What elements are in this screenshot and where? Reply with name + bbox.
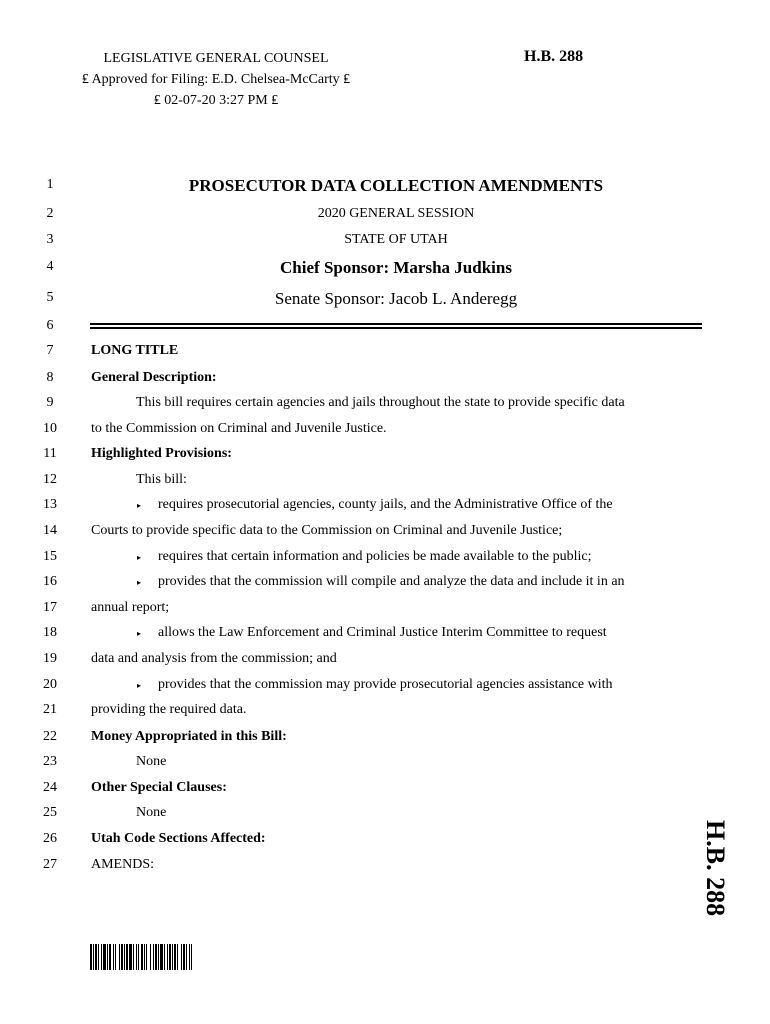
line-number: 26 bbox=[43, 831, 57, 846]
provision-text: provides that the commission will compile and analyze the data and include it in an bbox=[158, 574, 625, 589]
line-number: 6 bbox=[46, 318, 54, 333]
side-bill-number: H.B. 288 bbox=[701, 820, 730, 917]
line-number: 19 bbox=[43, 651, 57, 666]
bullet-icon: ▸ bbox=[137, 629, 142, 638]
line-number: 1 bbox=[46, 177, 54, 192]
highlighted-provisions-heading: Highlighted Provisions: bbox=[91, 446, 232, 461]
provision-text: allows the Law Enforcement and Criminal Justice Interim Committee to request bbox=[158, 625, 607, 640]
line-number: 5 bbox=[46, 290, 54, 305]
bullet-icon: ▸ bbox=[137, 681, 142, 690]
approval-line: ₤ Approved for Filing: E.D. Chelsea-McCarty ₤ bbox=[81, 72, 351, 87]
money-appropriated-value: None bbox=[136, 754, 167, 769]
line-number: 18 bbox=[43, 625, 57, 640]
provision-text: Courts to provide specific data to the Commission on Criminal and Juvenile Justice; bbox=[91, 523, 563, 538]
provision-text: requires that certain information and policies be made available to the public; bbox=[158, 549, 592, 564]
title-rule-bottom bbox=[90, 327, 702, 329]
line-number: 3 bbox=[46, 232, 54, 247]
line-number: 4 bbox=[46, 259, 54, 274]
line-number: 14 bbox=[43, 523, 57, 538]
line-number: 16 bbox=[43, 574, 57, 589]
money-appropriated-heading: Money Appropriated in this Bill: bbox=[91, 729, 287, 744]
session-line: 2020 GENERAL SESSION bbox=[317, 206, 475, 221]
line-number: 27 bbox=[43, 857, 57, 872]
line-number: 12 bbox=[43, 472, 57, 487]
general-description-heading: General Description: bbox=[91, 370, 217, 385]
amends-label: AMENDS: bbox=[91, 857, 155, 872]
provision-text: annual report; bbox=[91, 600, 170, 615]
chief-sponsor: Chief Sponsor: Marsha Judkins bbox=[280, 258, 512, 277]
line-number: 2 bbox=[46, 206, 54, 221]
provision-text: provides that the commission may provide prosecutorial agencies assistance with bbox=[158, 677, 613, 692]
title-rule-top bbox=[90, 323, 702, 325]
bill-title: PROSECUTOR DATA COLLECTION AMENDMENTS bbox=[188, 176, 604, 195]
provision-text: requires prosecutorial agencies, county jails, and the Administrative Office of the bbox=[158, 497, 613, 512]
code-sections-heading: Utah Code Sections Affected: bbox=[91, 831, 266, 846]
provision-text: data and analysis from the commission; and bbox=[91, 651, 337, 666]
line-number: 23 bbox=[43, 754, 57, 769]
this-bill-text: This bill: bbox=[136, 472, 187, 487]
bill-number-header: H.B. 288 bbox=[524, 48, 584, 65]
line-number: 13 bbox=[43, 497, 57, 512]
state-line: STATE OF UTAH bbox=[344, 232, 448, 247]
provision-text: providing the required data. bbox=[91, 702, 247, 717]
special-clauses-heading: Other Special Clauses: bbox=[91, 780, 227, 795]
general-description-text: This bill requires certain agencies and jails throughout the state to provide specific data bbox=[136, 395, 625, 410]
line-number: 22 bbox=[43, 729, 57, 744]
filing-header bbox=[56, 48, 376, 111]
line-number: 20 bbox=[43, 677, 57, 692]
office-name: LEGISLATIVE GENERAL COUNSEL bbox=[103, 51, 329, 66]
line-number: 21 bbox=[43, 702, 57, 717]
bullet-icon: ▸ bbox=[137, 553, 142, 562]
line-number: 11 bbox=[43, 446, 57, 461]
bullet-icon: ▸ bbox=[137, 501, 142, 510]
line-number: 15 bbox=[43, 549, 57, 564]
line-number: 25 bbox=[43, 805, 57, 820]
line-number: 9 bbox=[46, 395, 54, 410]
line-number: 8 bbox=[46, 370, 54, 385]
bullet-icon: ▸ bbox=[137, 578, 142, 587]
line-number: 17 bbox=[43, 600, 57, 615]
long-title-heading: LONG TITLE bbox=[91, 343, 179, 358]
line-number: 24 bbox=[43, 780, 57, 795]
barcode bbox=[90, 944, 232, 970]
special-clauses-value: None bbox=[136, 805, 167, 820]
general-description-text: to the Commission on Criminal and Juvenile Justice. bbox=[91, 421, 387, 436]
senate-sponsor: Senate Sponsor: Jacob L. Anderegg bbox=[274, 289, 518, 308]
approval-datetime: ₤ 02-07-20 3:27 PM ₤ bbox=[153, 93, 279, 108]
line-number: 10 bbox=[43, 421, 57, 436]
line-number: 7 bbox=[46, 343, 54, 358]
